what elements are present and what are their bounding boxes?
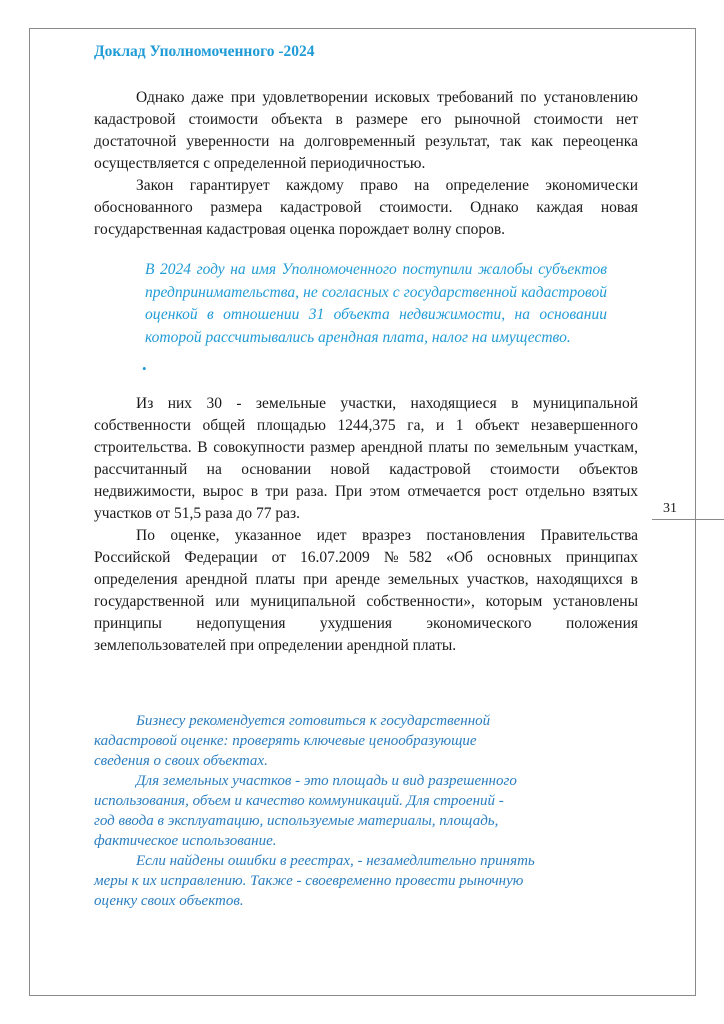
bullet-mark: • [142,361,147,376]
page-number-rule [652,519,724,520]
body-paragraph-2: Закон гарантирует каждому право на определение экономически обоснованного размера кадастровой стоимости. Однако каждая новая государственная кадастровая оценка порождает волну споров. [94,177,638,238]
report-title: Доклад Уполномоченного -2024 [94,43,315,60]
body-paragraph-3: Из них 30 - земельные участки, находящиеся в муниципальной собственности общей площадью 1244,375 га, и 1 объект незавершенного строительства. В совокупности размер арендной платы по земельным участкам, рассчитанный на основании новой кадастровой стоимости объектов недвижимости, вырос в три раза. При этом отмечается рост отдельно взятых участков от 51,5 раза до 77 раз. [94,395,638,522]
recommendation-1: Бизнесу рекомендуется готовиться к государственной кадастровой оценке: проверять ключевые ценообразующие сведения о своих объектах. [94,713,491,769]
body-paragraph-4: По оценке, указанное идет вразрез постановления Правительства Российской Федерации от 16.07.2009 №582 «Об основных принципах определения арендной платы при аренде земельных участков, находящихся в государственной или муниципальной собственности», которым установлены принципы недопущения ухудшения экономического положения землепользователей при определении арендной платы. [94,527,638,654]
page-number: 31 [663,501,677,516]
highlight-quote: В 2024 году на имя Уполномоченного поступили жалобы субъектов предпринимательства, не согласных с государственной кадастровой оценкой в отношении 31 объекта недвижимости, на основании которой рассчитывались арендная плата, налог на имущество. [145,261,607,346]
recommendation-3: Если найдены ошибки в реестрах, - незамедлительно принять меры к их исправлению. Также - своевременно провести рыночную оценку своих объектов. [94,853,535,909]
recommendation-2: Для земельных участков - это площадь и вид разрешенного использования, объем и качество коммуникаций. Для строений - год ввода в эксплуатацию, используемые материалы, площадь, фактическое использование. [94,773,517,849]
body-paragraph-1: Однако даже при удовлетворении исковых требований по установлению кадастровой стоимости объекта в размере его рыночной стоимости нет достаточной уверенности на долговременный результат, так как переоценка осуществляется с определенной периодичностью. [94,89,638,172]
